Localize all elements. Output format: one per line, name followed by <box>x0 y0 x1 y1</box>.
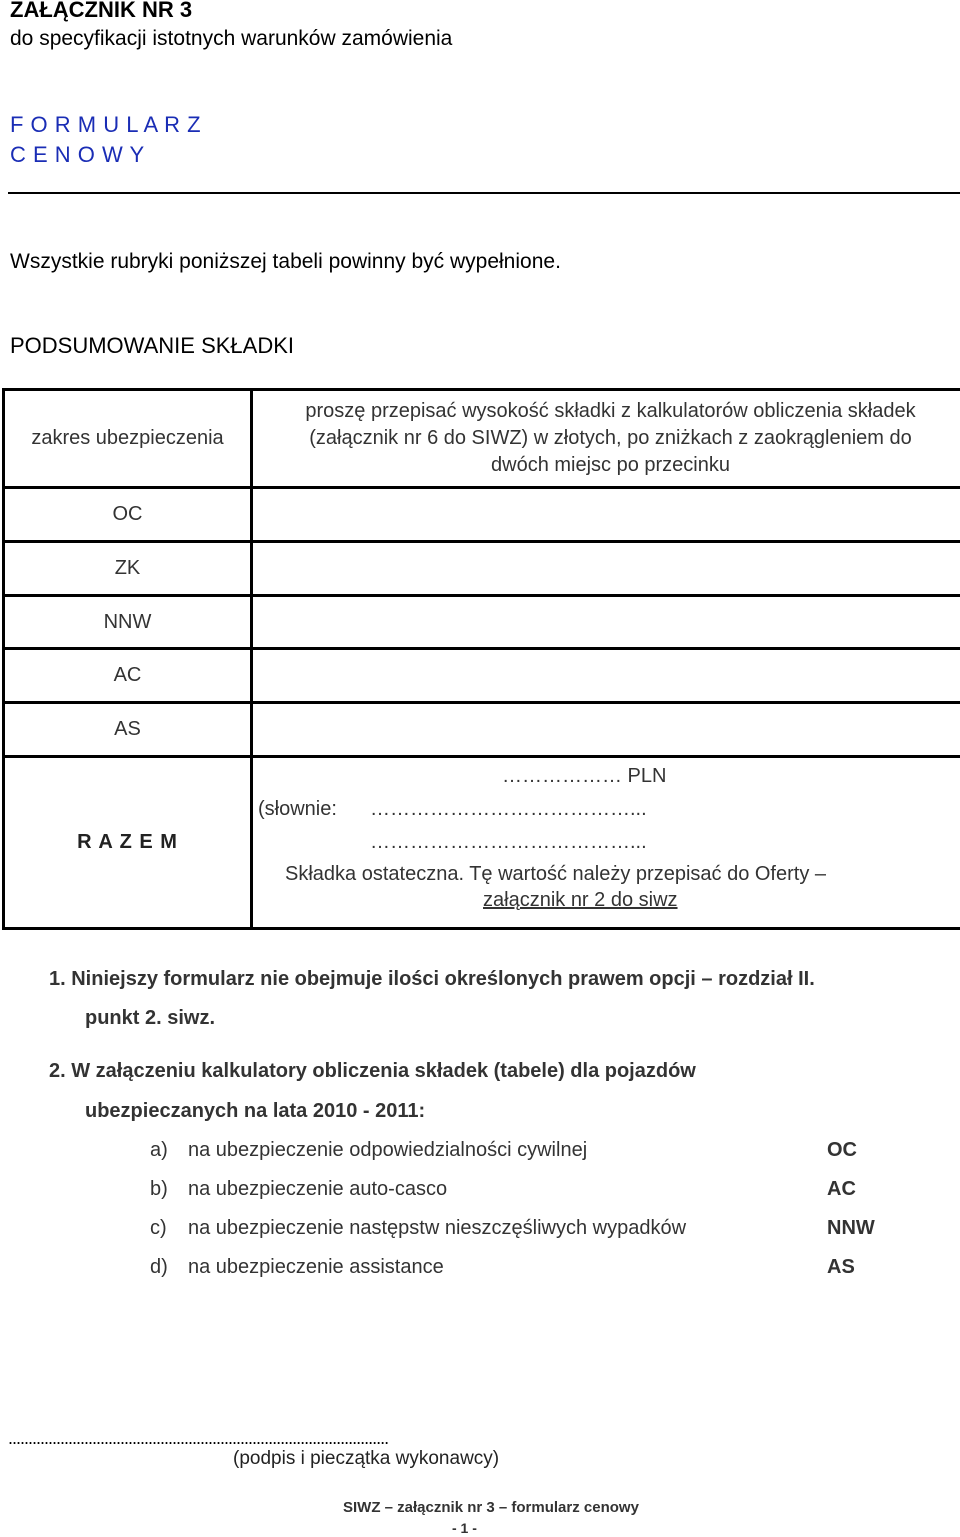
list-item-text: na ubezpieczenie odpowiedzialności cywilnej <box>188 1139 588 1161</box>
col-header-premium <box>252 390 960 488</box>
horizontal-rule <box>8 192 960 194</box>
attachment-title: ZAŁĄCZNIK NR 3 <box>10 0 193 22</box>
note-2-line2: ubezpieczanych na lata 2010 - 2011: <box>85 1100 426 1122</box>
note-2-line1: 2. W załączeniu kalkulatory obliczenia składek (tabele) dla pojazdów <box>49 1060 696 1082</box>
row-label-total: R A Z E M <box>4 757 252 929</box>
note-1-line1: 1. Niniejszy formularz nie obejmuje ilości określonych prawem opcji – rozdział II. <box>49 968 815 990</box>
section-title: PODSUMOWANIE SKŁADKI <box>10 333 295 358</box>
table-row <box>4 703 960 757</box>
list-item-abbr: OC <box>827 1139 857 1161</box>
col-header-premium-text: proszę przepisać wysokość składki z kalkulatorów obliczenia składek (załącznik nr 6 do SIWZ) w złotych, po zniżkach z zaokrągleniem do dwóch miejsc po przecinku <box>305 400 916 476</box>
words-dots-line1[interactable]: …………………………………... <box>370 798 647 820</box>
form-title-line1: F O R M U L A R Z <box>10 112 202 137</box>
total-pln-line[interactable]: ……………… PLN <box>502 765 667 787</box>
table-row <box>4 649 960 703</box>
list-item-letter: b) <box>150 1178 168 1200</box>
form-title-line2: C E N O W Y <box>10 142 145 167</box>
row-label-ac: AC <box>4 649 252 703</box>
signature-line[interactable]: ............................................................................................... <box>8 1428 389 1448</box>
list-item-letter: d) <box>150 1256 168 1278</box>
list-item-text: na ubezpieczenie auto-casco <box>188 1178 448 1200</box>
note-1-line2: punkt 2. siwz. <box>85 1007 216 1029</box>
row-label-zk: ZK <box>4 542 252 596</box>
premium-summary-table <box>2 388 960 930</box>
words-label: (słownie: <box>258 798 337 820</box>
attachment-subtitle: do specyfikacji istotnych warunków zamówienia <box>10 27 453 50</box>
table-row <box>4 596 960 649</box>
col-header-scope: zakres ubezpieczenia <box>4 390 252 488</box>
row-label-nnw: NNW <box>4 596 252 649</box>
list-item-letter: a) <box>150 1139 168 1161</box>
offer-attachment-link: załącznik nr 2 do siwz <box>483 889 678 911</box>
list-item-abbr: AS <box>827 1256 855 1278</box>
page-number: - 1 - <box>452 1520 477 1536</box>
signature-label: (podpis i pieczątka wykonawcy) <box>233 1448 500 1469</box>
premium-input-as[interactable] <box>252 703 960 757</box>
list-item-text: na ubezpieczenie assistance <box>188 1256 444 1278</box>
table-row <box>4 542 960 596</box>
row-label-as: AS <box>4 703 252 757</box>
instruction-text: Wszystkie rubryki poniższej tabeli powinny być wypełnione. <box>10 250 561 273</box>
list-item-text: na ubezpieczenie następstw nieszczęśliwych wypadków <box>188 1217 687 1239</box>
row-label-oc: OC <box>4 488 252 542</box>
list-item-letter: c) <box>150 1217 167 1239</box>
final-premium-note: Składka ostateczna. Tę wartość należy przepisać do Oferty – <box>285 863 827 885</box>
premium-input-oc[interactable] <box>252 488 960 542</box>
table-row <box>4 488 960 542</box>
list-item-abbr: NNW <box>827 1217 875 1239</box>
premium-input-zk[interactable] <box>252 542 960 596</box>
page-footer: SIWZ – załącznik nr 3 – formularz cenowy <box>343 1499 639 1516</box>
list-item-abbr: AC <box>827 1178 856 1200</box>
premium-input-nnw[interactable] <box>252 596 960 649</box>
table-header-row <box>4 390 960 488</box>
premium-input-ac[interactable] <box>252 649 960 703</box>
total-cell[interactable] <box>252 757 960 929</box>
table-row-total <box>4 757 960 929</box>
words-dots-line2[interactable]: …………………………………... <box>370 831 647 853</box>
